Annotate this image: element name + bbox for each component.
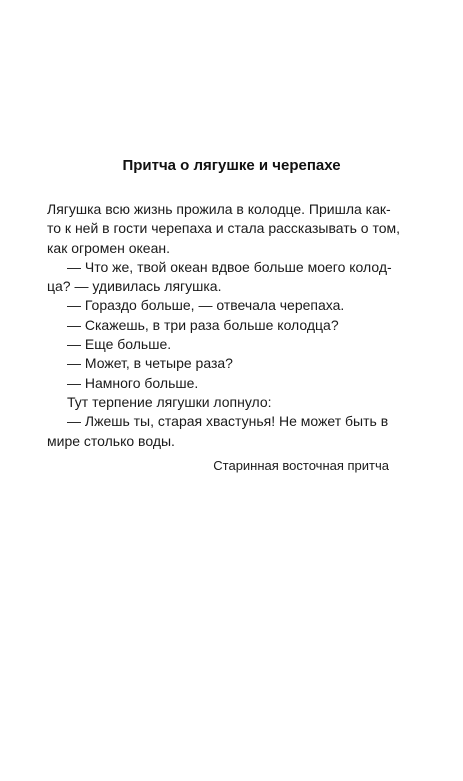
text-line-7: — Скажешь, в три раза больше колодца? (67, 316, 339, 333)
text-line-3: как огромен океан. (47, 239, 170, 256)
text-line-9: — Может, в четыре раза? (67, 355, 233, 372)
attribution: Старинная восточная притча (213, 458, 389, 473)
text-line-2: то к ней в гости черепаха и стала рассказывать о том, (47, 220, 401, 237)
text-line-10: — Намного больше. (67, 374, 199, 391)
text-line-6: — Гораздо больше, — отвечала черепаха. (67, 297, 345, 314)
text-line-5: ца? — удивилась лягушка. (47, 278, 222, 295)
text-line-8: — Еще больше. (67, 336, 172, 353)
text-line-11: Тут терпение лягушки лопнуло: (67, 393, 272, 410)
parable-title: Притча о лягушке и черепахе (122, 157, 341, 174)
text-line-1: Лягушка всю жизнь прожила в колодце. Пришла как- (47, 201, 391, 217)
text-line-13: мире столько воды. (47, 432, 175, 449)
text-line-12: — Лжешь ты, старая хвастунья! Не может быть в (67, 413, 389, 430)
parable-text (47, 200, 407, 451)
text-line-4: — Что же, твой океан вдвое больше моего колод- (67, 258, 392, 275)
